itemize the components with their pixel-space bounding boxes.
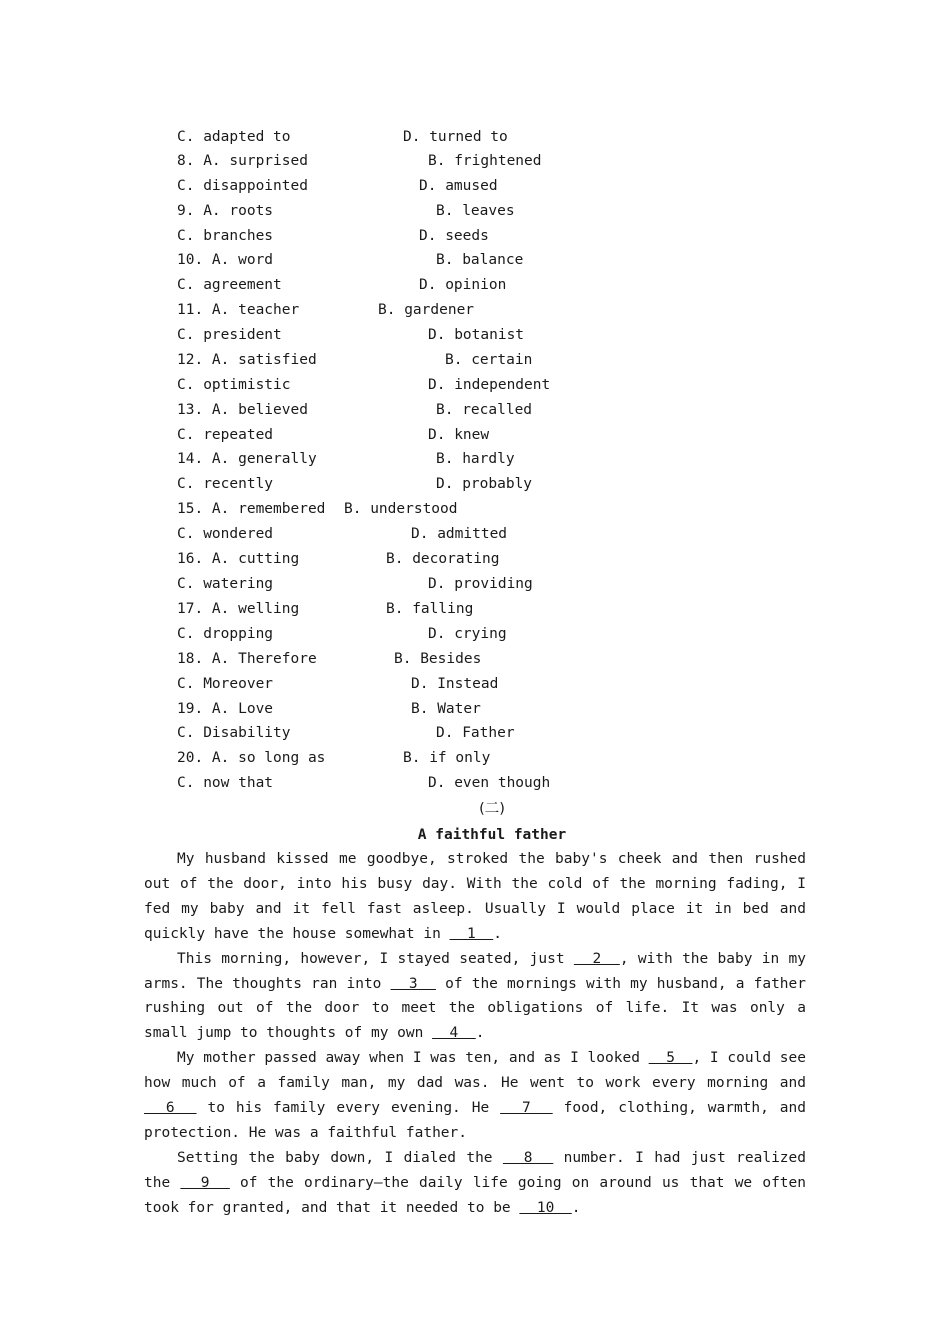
option-choice: D. Father [436, 725, 515, 741]
option-choice: D. even though [428, 775, 551, 791]
option-choice: C. branches [177, 228, 274, 244]
cloze-blank: 6 [144, 1100, 197, 1117]
cloze-blank: 3 [390, 975, 436, 992]
option-choice: 8. A. surprised [177, 153, 308, 169]
option-choice: D. admitted [411, 526, 508, 542]
option-row [177, 398, 533, 422]
option-choice: C. recently [177, 476, 274, 492]
option-row [177, 174, 498, 198]
option-row [177, 647, 482, 671]
option-row [177, 597, 474, 621]
cloze-blank: 9 [180, 1174, 230, 1191]
option-row [177, 447, 515, 471]
option-row [177, 199, 515, 223]
option-choice: 10. A. word [177, 252, 274, 268]
option-row [177, 125, 508, 149]
option-row [177, 149, 542, 173]
option-row [177, 572, 533, 596]
option-choice: 16. A. cutting [177, 551, 300, 567]
passage-paragraph: Setting the baby down, I dialed the 8 number. I had just realized the 9 of the ordinary—the daily life going on around us that we often took for granted, and that it needed to be 10 . [144, 1149, 806, 1216]
option-choice: B. frightened [428, 153, 542, 169]
option-choice: C. Disability [177, 725, 291, 741]
option-choice: B. hardly [436, 451, 515, 467]
option-choice: B. gardener [378, 302, 475, 318]
option-choice: C. wondered [177, 526, 274, 542]
option-row [177, 323, 525, 347]
passage-paragraph: This morning, however, I stayed seated, just 2 , with the baby in my arms. The thoughts ran into 3 of the mornings with my husband, a father rushing out of the door to meet the obligations of life. It was only a small jump to thoughts of my own 4 . [144, 950, 807, 1042]
section-number: (二) [479, 801, 505, 817]
option-choice: D. independent [428, 377, 551, 393]
option-choice: 13. A. believed [177, 402, 308, 418]
option-choice: D. providing [428, 576, 533, 592]
cloze-blank: 2 [573, 950, 620, 967]
option-choice: B. Besides [394, 651, 482, 667]
option-row [177, 373, 551, 397]
option-choice: 20. A. so long as [177, 750, 326, 766]
option-row [177, 224, 489, 248]
option-choice: D. crying [428, 626, 507, 642]
cloze-blank: 7 [500, 1100, 553, 1117]
option-row [177, 298, 475, 322]
option-row [177, 622, 507, 646]
option-choice: 12. A. satisfied [177, 352, 317, 368]
option-choice: B. if only [403, 750, 491, 766]
option-choice: 11. A. teacher [177, 302, 300, 318]
option-choice: 15. A. remembered [177, 501, 326, 517]
option-choice: D. probably [436, 476, 533, 492]
option-row [177, 497, 458, 521]
option-choice: C. repeated [177, 427, 274, 443]
option-choice: C. adapted to [177, 129, 291, 145]
option-choice: D. amused [419, 178, 498, 194]
option-choice: D. turned to [403, 129, 508, 145]
option-choice: 14. A. generally [177, 451, 317, 467]
passage-title: A faithful father [417, 827, 567, 843]
option-row [177, 672, 499, 696]
cloze-blank: 1 [449, 925, 494, 942]
option-choice: C. optimistic [177, 377, 291, 393]
cloze-blank: 5 [648, 1050, 693, 1067]
option-row [177, 472, 533, 496]
passage-paragraph: My husband kissed me goodbye, stroked the baby's cheek and then rushed out of the door, into his busy day. With the cold of the morning fading, I fed my baby and it fell fast asleep. Usually I would place it in bed and quickly have the house somewhat in 1 . [144, 851, 806, 942]
passage-body [144, 847, 806, 1221]
option-choice: D. seeds [419, 228, 489, 244]
option-choice: C. disappointed [177, 178, 308, 194]
option-choice: C. president [177, 327, 282, 343]
option-choice: C. dropping [177, 626, 274, 642]
option-choice: B. decorating [386, 551, 500, 567]
option-choice: C. Moreover [177, 676, 274, 692]
option-row [177, 721, 515, 745]
option-row [177, 697, 481, 721]
option-choice: 9. A. roots [177, 203, 274, 219]
option-choice: C. agreement [177, 277, 282, 293]
option-choice: 17. A. welling [177, 601, 300, 617]
option-row [177, 248, 524, 272]
cloze-blank: 10 [519, 1199, 572, 1216]
option-row [177, 746, 491, 770]
option-row [177, 771, 551, 795]
cloze-blank: 8 [502, 1149, 554, 1166]
option-row [177, 522, 508, 546]
passage-paragraph: My mother passed away when I was ten, and as I looked 5 , I could see how much of a family man, my dad was. He went to work every morning and 6 to his family every evening. He 7 food, clothing, warmth, and protection. He was a faithful father. [144, 1050, 806, 1141]
option-row [177, 273, 507, 297]
cloze-blank: 4 [432, 1025, 476, 1042]
option-choice: 19. A. Love [177, 701, 274, 717]
option-row [177, 348, 533, 372]
option-choice: D. Instead [411, 676, 499, 692]
option-choice: D. knew [428, 427, 490, 443]
option-choice: B. recalled [436, 402, 533, 418]
option-row [177, 547, 500, 571]
option-choice: D. botanist [428, 327, 525, 343]
option-choice: B. balance [436, 252, 524, 268]
option-choice: C. now that [177, 775, 274, 791]
option-choice: B. leaves [436, 203, 515, 219]
option-choice: B. understood [344, 501, 458, 517]
option-choice: B. falling [386, 601, 474, 617]
option-choice: B. Water [411, 701, 481, 717]
option-choice: B. certain [445, 352, 533, 368]
option-choice: C. watering [177, 576, 274, 592]
option-choice: D. opinion [419, 277, 507, 293]
option-row [177, 423, 490, 447]
option-choice: 18. A. Therefore [177, 651, 317, 667]
